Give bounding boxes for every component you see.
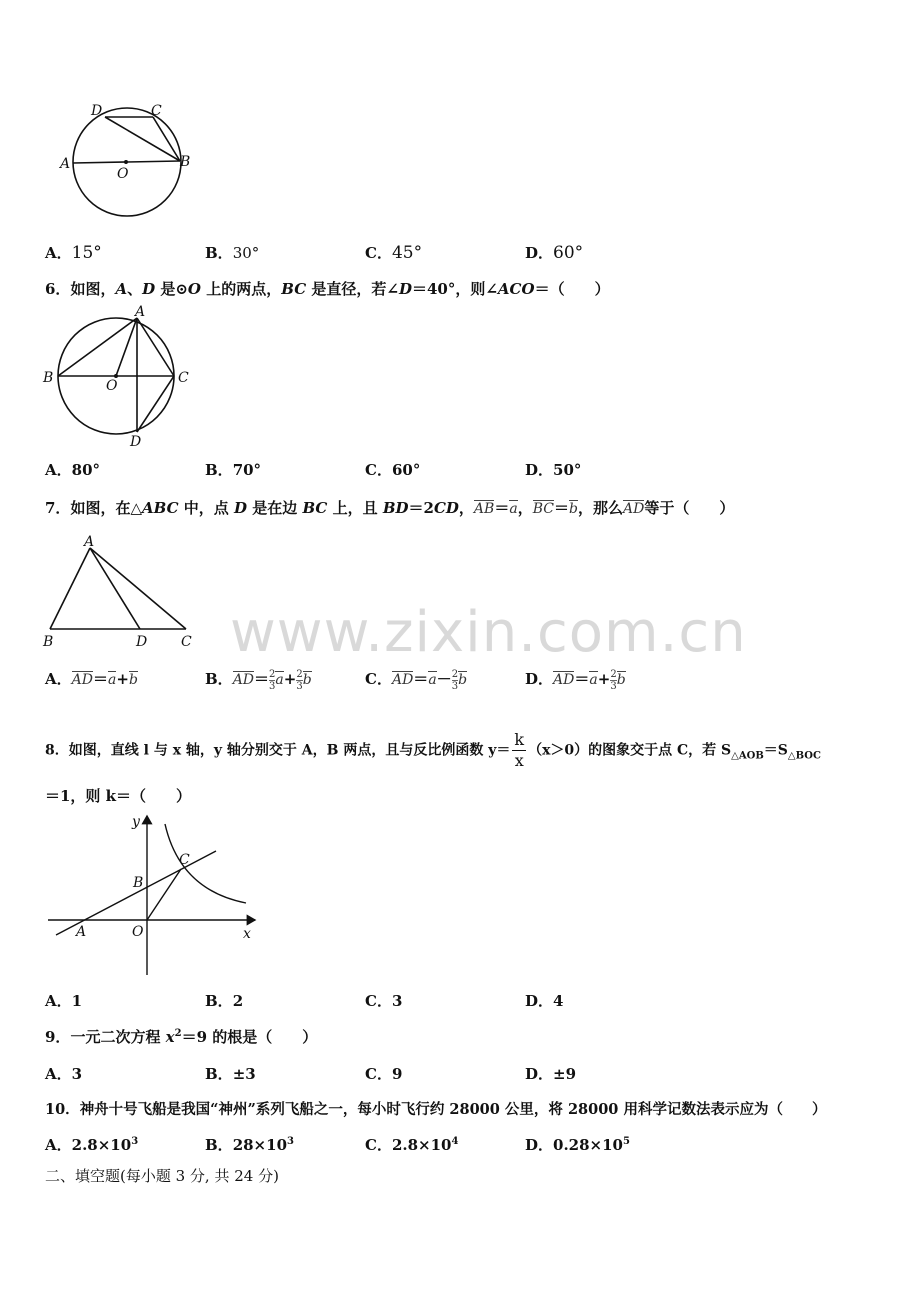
q5-option-a[interactable]: A．15° (45, 243, 102, 263)
q10-stem: 10．神舟十号飞船是我国“神州”系列飞船之一，每小时飞行约 28000 公里，将 28000 用科学记数法表示应为（ ） (45, 1101, 827, 1118)
q10-option-d[interactable]: D．$0.28\times 10^5$ (525, 1136, 630, 1154)
fig-q8-label-o: O (132, 924, 144, 940)
q7-option-d[interactable]: D．AD＝a+ $\frac{2}{3}b$ (525, 668, 626, 692)
q6-option-d[interactable]: D．50° (525, 461, 582, 479)
fig-q8-label-y: y (132, 814, 140, 830)
section-2-heading: 二、填空题(每小题 3 分, 共 24 分) (45, 1167, 279, 1185)
fig-q8-label-b: B (133, 875, 144, 891)
fig-q5-label-a: A (60, 156, 71, 172)
fraction: $\frac{2}{3}$ (610, 668, 617, 692)
fig-q5-label-c: C (151, 103, 162, 119)
fig-q6-label-a: A (135, 304, 146, 320)
fig-q5-label-d: D (91, 103, 103, 119)
q7-stem: 7．如图，在△ABC 中，点 D 是在边 BC 上，且 BD＝2CD，AB＝a，BC＝b，那么AD等于（ ） (45, 499, 735, 517)
fig-q7-label-b: B (43, 634, 54, 650)
q6-stem: 6．如图，A、D 是⊙O 上的两点，BC 是直径，若∠D＝40°，则∠ACO＝（ ） (45, 280, 610, 298)
q8-stem-line2: ＝1，则 k＝（ ） (45, 787, 192, 805)
q8-option-c[interactable]: C．3 (365, 992, 403, 1010)
q7-option-b[interactable]: B．AD＝ $\frac{2}{3}a+$ $\frac{2}{3}b$ (205, 668, 312, 692)
fig-q8-label-a: A (76, 924, 87, 940)
fraction: $\frac{2}{3}$ (296, 668, 303, 692)
q10-option-c[interactable]: C．$2.8\times 10^4$ (365, 1136, 459, 1154)
watermark: www.zixin.com.cn (230, 600, 747, 665)
q8-option-a[interactable]: A．1 (45, 992, 83, 1010)
fig-q6-label-c: C (178, 370, 189, 386)
figure-q6-circle (38, 302, 198, 452)
fig-q5-label-b: B (180, 154, 191, 170)
fig-q6-label-d: D (130, 434, 142, 450)
fig-q8-label-c: C (179, 852, 190, 868)
q8-option-b[interactable]: B．2 (205, 992, 244, 1010)
k-over-x-fraction: $\frac{k}{x}$ (514, 730, 525, 770)
q6-option-b[interactable]: B．70° (205, 461, 262, 479)
q9-option-d[interactable]: D．±9 (525, 1065, 577, 1083)
q5-option-c[interactable]: C．45° (365, 243, 423, 263)
fig-q7-label-d: D (136, 634, 148, 650)
fig-q7-label-c: C (181, 634, 192, 650)
q9-option-b[interactable]: B．±3 (205, 1065, 256, 1083)
figure-q8-graph (40, 810, 265, 982)
fig-q6-label-o: O (106, 378, 118, 394)
q10-option-b[interactable]: B．$28\times 10^3$ (205, 1136, 294, 1154)
fraction: $\frac{2}{3}$ (451, 668, 459, 692)
figure-q5-circle (55, 100, 205, 225)
q8-stem: 8．如图，直线 l 与 x 轴，y 轴分别交于 A，B 两点，且与反比例函数 y＝ $\frac{k}{x} (x>0)$的图象交于点 C，若 $S_{\triangle AOB}=S_{\triangle BOC}$ (45, 730, 821, 770)
q7-option-c[interactable]: C．AD＝a－ $\frac{2}{3}b$ (365, 668, 468, 692)
q6-option-a[interactable]: A．80° (45, 461, 101, 479)
q8-option-d[interactable]: D．4 (525, 992, 564, 1010)
q5-option-d[interactable]: D．60° (525, 243, 584, 263)
q10-option-a[interactable]: A．$2.8\times 10^3$ (45, 1136, 139, 1154)
fig-q6-label-b: B (43, 370, 54, 386)
q9-option-c[interactable]: C．9 (365, 1065, 403, 1083)
fraction: $\frac{2}{3}$ (269, 668, 276, 692)
fig-q5-label-o: O (117, 166, 129, 182)
q7-option-a[interactable]: A．AD＝a+b (45, 670, 138, 688)
fig-q8-label-x: x (243, 926, 251, 942)
q9-option-a[interactable]: A．3 (45, 1065, 83, 1083)
q6-option-c[interactable]: C．60° (365, 461, 421, 479)
fig-q7-label-a: A (84, 534, 95, 550)
q9-stem: 9．一元二次方程 $x^2=9$ 的根是（ ） (45, 1028, 318, 1046)
figure-q7-triangle (38, 534, 203, 652)
q5-option-b[interactable]: B．30° (205, 244, 260, 262)
